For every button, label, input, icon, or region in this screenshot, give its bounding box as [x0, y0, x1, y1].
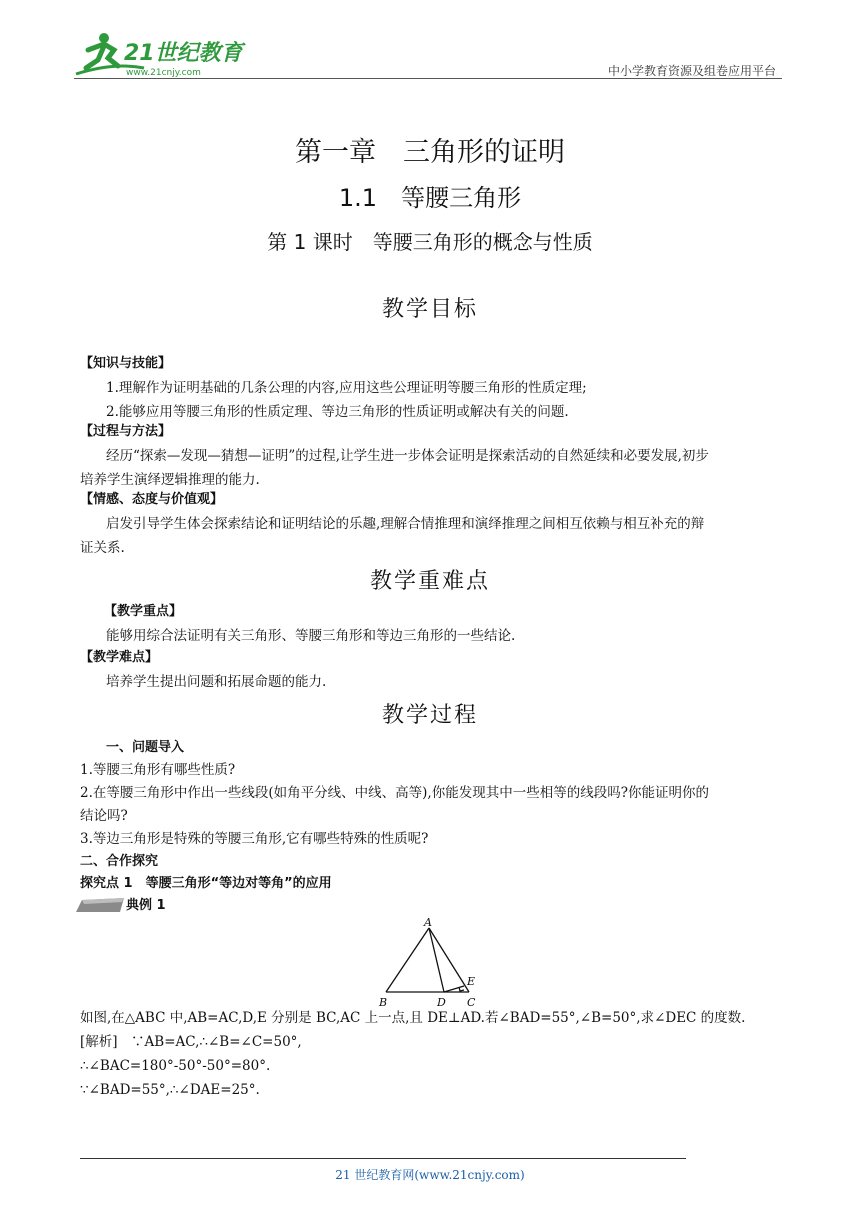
- header-platform-text: 中小学教育资源及组卷应用平台: [607, 64, 776, 78]
- label-B: B: [379, 996, 388, 1008]
- explore-point-1: 探究点 1 等腰三角形“等边对等角”的应用: [80, 876, 332, 891]
- lesson-title: 第 1 课时 等腰三角形的概念与性质: [267, 230, 593, 254]
- key-label: 【教学重点】: [104, 604, 183, 619]
- right-angle-mark: [459, 987, 464, 991]
- footer-divider: [80, 1158, 686, 1159]
- header-divider: [74, 78, 782, 79]
- question-2b: 结论吗?: [80, 808, 128, 824]
- difficulty-label: 【教学难点】: [80, 650, 159, 665]
- example-ribbon-icon: [76, 898, 124, 912]
- label-D: D: [437, 996, 446, 1008]
- question-2a: 2.在等腰三角形中作出一些线段(如角平分线、中线、高等),你能发现其中一些相等的线段吗?你能证明你的: [80, 785, 709, 801]
- process-text-2: 培养学生演绎逻辑推理的能力.: [80, 472, 260, 488]
- question-3: 3.等边三角形是特殊的等腰三角形,它有哪些特殊的性质呢?: [80, 831, 429, 847]
- emotion-label: 【情感、态度与价值观】: [80, 492, 224, 507]
- part2-heading: 二、合作探究: [80, 854, 159, 869]
- analysis-line-2: ∴∠BAC=180°-50°-50°=80°.: [80, 1058, 271, 1074]
- knowledge-item-1: 1.理解作为证明基础的几条公理的内容,应用这些公理证明等腰三角形的性质定理;: [106, 380, 587, 396]
- part1-heading: 一、问题导入: [106, 740, 185, 755]
- key-points-heading: 教学重难点: [369, 569, 490, 594]
- analysis-line-1: [解析] ∵AB=AC,∴∠B=∠C=50°,: [80, 1034, 302, 1050]
- key-text: 能够用综合法证明有关三角形、等腰三角形和等边三角形的一些结论.: [106, 628, 516, 644]
- label-C: C: [467, 996, 476, 1008]
- objectives-heading: 教学目标: [381, 297, 478, 322]
- segment-AC: [429, 928, 469, 992]
- process-label: 【过程与方法】: [80, 424, 172, 439]
- chapter-title: 第一章 三角形的证明: [295, 137, 565, 168]
- segment-AD: [429, 928, 444, 992]
- segment-AB: [386, 928, 429, 992]
- svg-text:www.21cnjy.com: www.21cnjy.com: [126, 68, 201, 78]
- knowledge-item-2: 2.能够应用等腰三角形的性质定理、等边三角形的性质证明或解决有关的问题.: [106, 404, 569, 420]
- question-1: 1.等腰三角形有哪些性质?: [80, 762, 236, 778]
- process-heading: 教学过程: [381, 703, 478, 728]
- label-E: E: [467, 975, 476, 988]
- svg-text:21世纪教育: 21世纪教育: [124, 41, 243, 66]
- difficulty-text: 培养学生提出问题和拓展命题的能力.: [106, 674, 327, 690]
- problem-text: 如图,在△ABC 中,AB=AC,D,E 分别是 BC,AC 上一点,且 DE⊥AD.若∠BAD=55°,∠B=50°,求∠DEC 的度数.: [80, 1010, 746, 1026]
- process-text-1: 经历“探索—发现—猜想—证明”的过程,让学生进一步体会证明是探索活动的自然延续和必要发展,初步: [106, 448, 709, 464]
- triangle-figure: [376, 916, 486, 1008]
- knowledge-label: 【知识与技能】: [80, 356, 172, 371]
- emotion-text-2: 证关系.: [80, 540, 125, 556]
- label-A: A: [424, 916, 432, 929]
- site-logo: [74, 28, 254, 80]
- emotion-text-1: 启发引导学生体会探索结论和证明结论的乐趣,理解合情推理和演绎推理之间相互依赖与相互补充的辩: [106, 516, 705, 532]
- analysis-line-3: ∵∠BAD=55°,∴∠DAE=25°.: [80, 1082, 260, 1098]
- footer-link[interactable]: 21 世纪教育网(www.21cnjy.com): [335, 1168, 525, 1182]
- section-title: 1.1 等腰三角形: [338, 184, 522, 212]
- example-label: 典例 1: [126, 898, 166, 913]
